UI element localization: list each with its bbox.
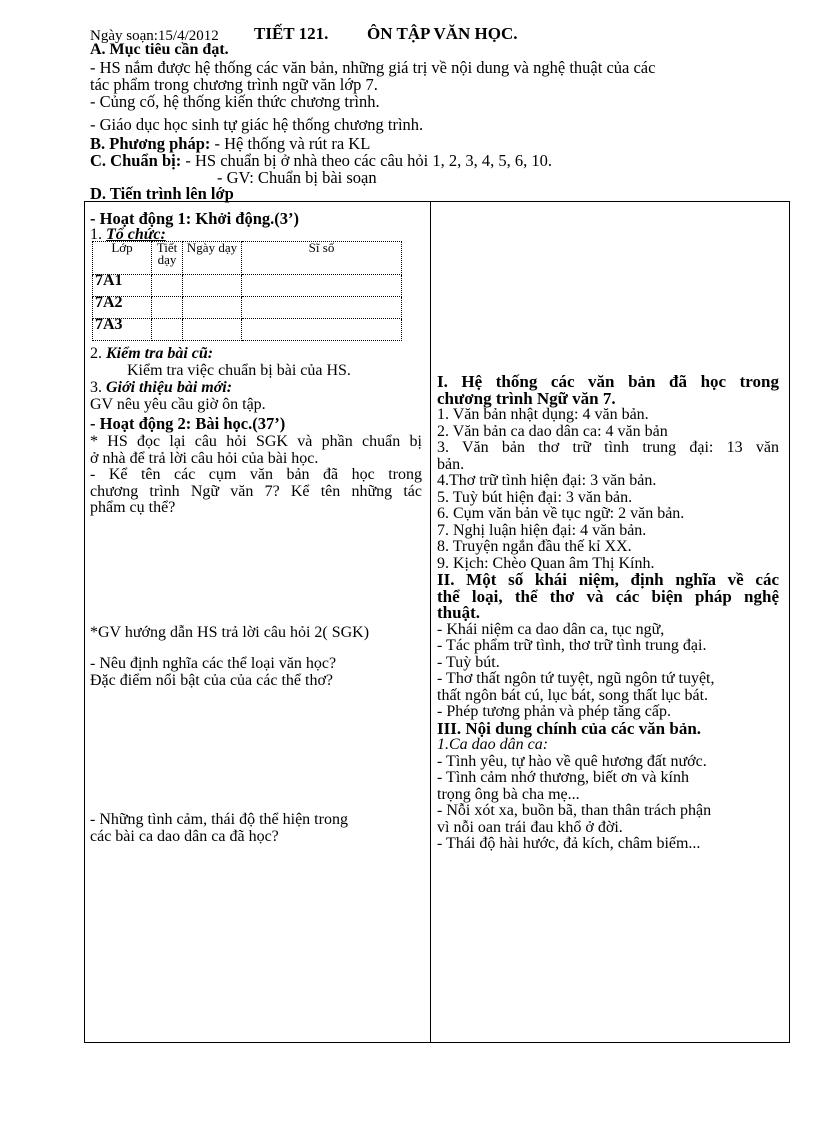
text-line: trọng ông bà cha mẹ... — [437, 785, 580, 803]
section-ii-heading: thể loại, thể thơ và các biện pháp nghệ — [437, 586, 779, 606]
text-line: ở nhà để trả lời câu hỏi của bài học. — [90, 449, 319, 467]
left-paragraph — [90, 434, 422, 517]
col-header-date: Ngày dạy — [183, 242, 242, 275]
page-title: ÔN TẬP VĂN HỌC. — [367, 24, 518, 43]
section-i — [437, 374, 779, 853]
section-iii-subheading: 1.Ca dao dân ca: — [437, 736, 549, 753]
intro-label: Giới thiệu bài mới: — [106, 379, 233, 396]
section-c-line2: - GV: Chuẩn bị bài soạn — [217, 168, 377, 187]
lesson-number: TIẾT 121. — [254, 24, 329, 43]
class-cell: 7A3 — [93, 319, 152, 341]
text-line: 4.Thơ trữ tình hiện đại: 3 văn bản. — [437, 472, 657, 489]
text-line: 1. Văn bản nhật dụng: 4 văn bản. — [437, 406, 649, 423]
section-d-heading: D. Tiến trình lên lớp — [90, 184, 234, 203]
text-line: 8. Truyện ngắn đầu thế kỉ XX. — [437, 538, 632, 555]
section-b-heading: B. Phương pháp: — [90, 134, 211, 153]
text-line: bản. — [437, 455, 465, 473]
text-line: - Tình cảm nhớ thương, biết ơn và kính — [437, 769, 689, 786]
check-number: 2. — [90, 345, 102, 362]
section-ii-heading: thuật. — [437, 603, 480, 622]
new-lesson-intro-heading — [90, 380, 232, 397]
left-paragraph — [90, 656, 336, 689]
text-line: - Những tình cảm, thái độ thể hiện trong — [90, 811, 348, 828]
section-i-heading: I. Hệ thống các văn bản đã học trong — [437, 372, 779, 391]
col-header-class: Lớp — [93, 242, 152, 275]
text-line: - Thơ thất ngôn tứ tuyệt, ngũ ngôn tứ tuyệt, — [437, 670, 715, 687]
text-line: phẩm cụ thể? — [90, 499, 176, 516]
section-iii-heading: III. Nội dung chính của các văn bản. — [437, 718, 702, 738]
section-b-text: - Hệ thống và rút ra KL — [210, 134, 371, 153]
section-c-heading: C. Chuẩn bị: — [90, 151, 182, 170]
text-line: 2. Văn bản ca dao dân ca: 4 văn bản — [437, 422, 668, 440]
text-line: - Nêu định nghĩa các thể loại văn học? — [90, 655, 337, 672]
text-line: vì nỗi oan trái đau khổ ở đời. — [437, 818, 623, 836]
class-cell: 7A2 — [93, 297, 152, 319]
text-line: 9. Kịch: Chèo Quan âm Thị Kính. — [437, 554, 655, 572]
text-line: * HS đọc lại câu hỏi SGK và phần chuẩn bị — [90, 433, 422, 450]
text-line: thất ngôn bát cú, lục bát, song thất lục bát. — [437, 686, 709, 704]
text-line: - Tác phẩm trữ tình, thơ trữ tình trung đại. — [437, 637, 707, 654]
text-line: 6. Cụm văn bản về tục ngữ: 2 văn bản. — [437, 505, 685, 522]
text-line: 3. Văn bản thơ trữ tình trung đại: 13 văn — [437, 439, 779, 456]
text-line: - Thái độ hài hước, đả kích, châm biếm... — [437, 835, 701, 852]
activity-1-heading: - Hoạt động 1: Khởi động.(3’) — [90, 209, 299, 228]
text-line: - Phép tương phản và phép tăng cấp. — [437, 703, 671, 720]
old-lesson-check-text: Kiểm tra việc chuẩn bị bài của HS. — [127, 362, 351, 379]
section-a-line: - HS nắm được hệ thống các văn bản, những giá trị về nội dung và nghệ thuật của các — [90, 58, 656, 77]
intro-number: 3. — [90, 379, 102, 396]
text-line: các bài ca dao dân ca đã học? — [90, 827, 279, 845]
date-label: Ngày soạn:15/4/2012 — [90, 28, 219, 44]
class-cell: 7A1 — [93, 275, 152, 297]
activity-2-heading: - Hoạt động 2: Bài học.(37’) — [90, 414, 286, 433]
section-a-line: tác phẩm trong chương trình ngữ văn lớp 7. — [90, 75, 378, 94]
new-lesson-intro-text: GV nêu yêu cầu giờ ôn tập. — [90, 396, 266, 413]
section-a-heading: A. Mục tiêu cần đạt. — [90, 41, 229, 58]
old-lesson-check-heading — [90, 346, 213, 363]
text-line: - Tuỳ bút. — [437, 653, 500, 671]
col-header-attendance: Sĩ số — [242, 242, 402, 275]
attendance-table — [92, 241, 402, 341]
text-line: Đặc điểm nổi bật của của các thể thơ? — [90, 671, 334, 689]
text-line: chương trình Ngữ văn 7? Kể tên những tác — [90, 482, 422, 500]
text-line: - Nỗi xót xa, buồn bã, than thân trách phận — [437, 802, 712, 819]
check-label: Kiểm tra bài cũ: — [106, 345, 214, 362]
text-line: - Khái niệm ca dao dân ca, tục ngữ, — [437, 620, 665, 638]
left-paragraph — [90, 812, 348, 845]
organization-label: Tổ chức: — [106, 226, 166, 243]
text-line: - Kể tên các cụm văn bản đã học trong — [90, 466, 422, 483]
section-i-heading: chương trình Ngữ văn 7. — [437, 388, 616, 408]
section-c-line1: - HS chuẩn bị ở nhà theo các câu hỏi 1, 2, 3, 4, 5, 6, 10. — [181, 151, 552, 170]
column-divider — [430, 201, 431, 1042]
text-line: - Tình yêu, tự hào về quê hương đất nước. — [437, 752, 707, 770]
section-a-line: - Củng cố, hệ thống kiến thức chương trình. — [90, 92, 380, 111]
section-ii-heading: II. Một số khái niệm, định nghĩa về các — [437, 570, 779, 589]
text-line: 5. Tuỳ bút hiện đại: 3 văn bản. — [437, 488, 633, 506]
text-line: 7. Nghị luận hiện đại: 4 văn bản. — [437, 521, 647, 539]
left-paragraph: *GV hướng dẫn HS trả lời câu hỏi 2( SGK) — [90, 624, 370, 641]
col-header-period: Tiết dạy — [152, 242, 183, 275]
organization-number: 1. — [90, 226, 102, 243]
section-a-line: - Giáo dục học sinh tự giác hệ thống chương trình. — [90, 115, 424, 134]
